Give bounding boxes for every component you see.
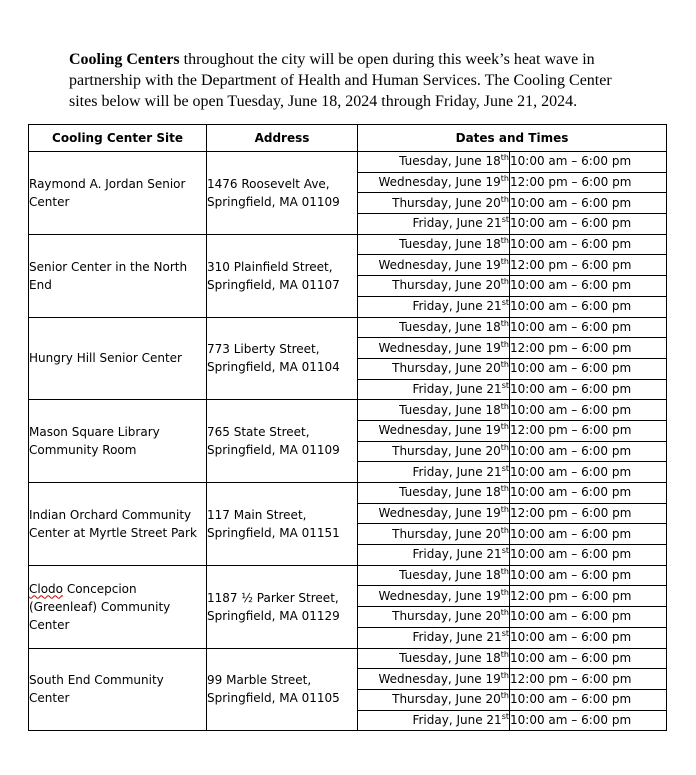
day-ordinal-suffix: st (501, 215, 509, 225)
day-label: Thursday, June 20 (392, 692, 501, 707)
schedule-time: 12:00 pm – 6:00 pm (510, 420, 667, 441)
site-name-text: Mason Square Library Community Room (29, 425, 160, 458)
schedule-time: 10:00 am – 6:00 pm (510, 276, 667, 297)
schedule-day (358, 689, 510, 710)
schedule-time: 10:00 am – 6:00 pm (510, 317, 667, 338)
schedule-time: 12:00 pm – 6:00 pm (510, 338, 667, 359)
schedule-day (358, 710, 510, 731)
site-address (207, 152, 358, 235)
schedule-time: 10:00 am – 6:00 pm (510, 234, 667, 255)
day-label: Thursday, June 20 (392, 195, 501, 210)
table-body (29, 152, 667, 731)
schedule-time: 12:00 pm – 6:00 pm (510, 255, 667, 276)
schedule-time: 10:00 am – 6:00 pm (510, 565, 667, 586)
day-label: Friday, June 21 (412, 299, 502, 314)
address-line2: Springfield, MA 01105 (207, 691, 340, 706)
schedule-day (358, 172, 510, 193)
schedule-day (358, 358, 510, 379)
schedule-time: 10:00 am – 6:00 pm (510, 689, 667, 710)
address-line2: Springfield, MA 01109 (207, 194, 340, 209)
cooling-centers-table (28, 124, 667, 731)
day-ordinal-suffix: st (501, 463, 509, 473)
day-ordinal-suffix: th (500, 236, 509, 246)
schedule-time: 10:00 am – 6:00 pm (510, 462, 667, 483)
day-label: Friday, June 21 (412, 547, 502, 562)
address-line2: Springfield, MA 01151 (207, 525, 340, 540)
day-label: Thursday, June 20 (392, 443, 501, 458)
schedule-day (358, 379, 510, 400)
day-label: Friday, June 21 (412, 216, 502, 231)
schedule-time: 10:00 am – 6:00 pm (510, 193, 667, 214)
schedule-time: 12:00 pm – 6:00 pm (510, 503, 667, 524)
schedule-time: 10:00 am – 6:00 pm (510, 627, 667, 648)
address-line1: 117 Main Street, (207, 507, 307, 522)
site-name-text: South End Community Center (29, 673, 164, 706)
schedule-row (29, 317, 667, 338)
spellcheck-word: Clodo (29, 581, 64, 596)
schedule-day (358, 255, 510, 276)
address-line2: Springfield, MA 01104 (207, 360, 340, 375)
site-address (207, 483, 358, 566)
intro-bold-lead: Cooling Centers (69, 51, 180, 68)
day-ordinal-suffix: th (500, 691, 509, 701)
site-name (29, 565, 207, 648)
day-ordinal-suffix: th (500, 174, 509, 184)
schedule-time: 10:00 am – 6:00 pm (510, 607, 667, 628)
header-address: Address (207, 125, 358, 152)
day-label: Wednesday, June 19 (378, 671, 501, 686)
schedule-day (358, 338, 510, 359)
site-name (29, 317, 207, 400)
schedule-day (358, 503, 510, 524)
schedule-day (358, 524, 510, 545)
schedule-day (358, 648, 510, 669)
day-label: Tuesday, June 18 (399, 154, 501, 169)
address-line1: 1187 ½ Parker Street, (207, 590, 339, 605)
day-label: Wednesday, June 19 (378, 423, 501, 438)
day-label: Friday, June 21 (412, 712, 502, 727)
day-ordinal-suffix: th (500, 525, 509, 535)
day-ordinal-suffix: th (500, 194, 509, 204)
schedule-day (358, 545, 510, 566)
day-label: Thursday, June 20 (392, 526, 501, 541)
schedule-time: 12:00 pm – 6:00 pm (510, 586, 667, 607)
schedule-row (29, 565, 667, 586)
intro-paragraph (69, 49, 639, 112)
day-ordinal-suffix: th (500, 401, 509, 411)
address-line2: Springfield, MA 01129 (207, 608, 340, 623)
site-name (29, 483, 207, 566)
header-site: Cooling Center Site (29, 125, 207, 152)
day-ordinal-suffix: th (500, 153, 509, 163)
site-address (207, 400, 358, 483)
schedule-day (358, 420, 510, 441)
day-label: Tuesday, June 18 (399, 402, 501, 417)
day-ordinal-suffix: th (500, 277, 509, 287)
schedule-row (29, 400, 667, 421)
site-name-text: Raymond A. Jordan Senior Center (29, 176, 186, 209)
day-label: Friday, June 21 (412, 381, 502, 396)
day-label: Thursday, June 20 (392, 609, 501, 624)
schedule-time: 10:00 am – 6:00 pm (510, 648, 667, 669)
day-ordinal-suffix: th (500, 360, 509, 370)
schedule-day (358, 276, 510, 297)
day-label: Tuesday, June 18 (399, 650, 501, 665)
site-name-text: Concepcion (Greenleaf) Community Center (29, 581, 171, 632)
schedule-day (358, 607, 510, 628)
day-ordinal-suffix: st (501, 711, 509, 721)
day-ordinal-suffix: th (500, 256, 509, 266)
schedule-time: 10:00 am – 6:00 pm (510, 710, 667, 731)
site-name (29, 152, 207, 235)
schedule-day (358, 214, 510, 235)
day-label: Wednesday, June 19 (378, 506, 501, 521)
site-name-text: Indian Orchard Community Center at Myrtle Street Park (29, 507, 197, 540)
site-name (29, 400, 207, 483)
schedule-time: 10:00 am – 6:00 pm (510, 483, 667, 504)
address-line2: Springfield, MA 01109 (207, 443, 340, 458)
schedule-time: 10:00 am – 6:00 pm (510, 296, 667, 317)
day-ordinal-suffix: th (500, 649, 509, 659)
day-ordinal-suffix: th (500, 587, 509, 597)
schedule-row (29, 234, 667, 255)
site-address (207, 648, 358, 731)
schedule-time: 10:00 am – 6:00 pm (510, 358, 667, 379)
site-name (29, 234, 207, 317)
schedule-time: 10:00 am – 6:00 pm (510, 152, 667, 173)
address-line1: 773 Liberty Street, (207, 342, 320, 357)
schedule-time: 10:00 am – 6:00 pm (510, 214, 667, 235)
day-label: Tuesday, June 18 (399, 237, 501, 252)
schedule-day (358, 586, 510, 607)
day-ordinal-suffix: th (500, 339, 509, 349)
day-label: Wednesday, June 19 (378, 588, 501, 603)
schedule-day (358, 627, 510, 648)
header-dates-times: Dates and Times (358, 125, 667, 152)
site-address (207, 317, 358, 400)
site-address (207, 234, 358, 317)
address-line1: 99 Marble Street, (207, 673, 312, 688)
schedule-row (29, 648, 667, 669)
day-ordinal-suffix: th (500, 567, 509, 577)
day-label: Thursday, June 20 (392, 278, 501, 293)
day-ordinal-suffix: th (500, 442, 509, 452)
address-line2: Springfield, MA 01107 (207, 277, 340, 292)
schedule-time: 12:00 pm – 6:00 pm (510, 669, 667, 690)
day-ordinal-suffix: st (501, 298, 509, 308)
day-ordinal-suffix: th (500, 505, 509, 515)
schedule-day (358, 152, 510, 173)
site-name (29, 648, 207, 731)
schedule-day (358, 193, 510, 214)
schedule-day (358, 234, 510, 255)
day-label: Wednesday, June 19 (378, 175, 501, 190)
day-label: Tuesday, June 18 (399, 485, 501, 500)
intro-text: throughout the city will be open during this week’s heat wave in partnership with the Department of Health and Human Services. The Cooling Center sites below will be open Tuesday, June 18, 2024 through Friday, June 21, 2024. (69, 51, 612, 110)
schedule-day (358, 317, 510, 338)
day-ordinal-suffix: th (500, 670, 509, 680)
day-label: Wednesday, June 19 (378, 257, 501, 272)
day-label: Friday, June 21 (412, 464, 502, 479)
schedule-row (29, 152, 667, 173)
day-ordinal-suffix: th (500, 608, 509, 618)
table-header-row (29, 125, 667, 152)
schedule-day (358, 400, 510, 421)
day-ordinal-suffix: th (500, 318, 509, 328)
day-label: Friday, June 21 (412, 630, 502, 645)
day-label: Tuesday, June 18 (399, 319, 501, 334)
schedule-time: 10:00 am – 6:00 pm (510, 545, 667, 566)
day-label: Tuesday, June 18 (399, 568, 501, 583)
day-label: Thursday, June 20 (392, 361, 501, 376)
schedule-time: 12:00 pm – 6:00 pm (510, 172, 667, 193)
address-line1: 1476 Roosevelt Ave, (207, 176, 330, 191)
schedule-time: 10:00 am – 6:00 pm (510, 400, 667, 421)
schedule-day (358, 669, 510, 690)
day-ordinal-suffix: st (501, 380, 509, 390)
day-ordinal-suffix: th (500, 484, 509, 494)
schedule-row (29, 483, 667, 504)
day-ordinal-suffix: st (501, 629, 509, 639)
schedule-time: 10:00 am – 6:00 pm (510, 379, 667, 400)
site-name-text: Senior Center in the North End (29, 259, 188, 292)
schedule-day (358, 565, 510, 586)
address-line1: 765 State Street, (207, 425, 310, 440)
site-name-text: Hungry Hill Senior Center (29, 351, 182, 366)
schedule-day (358, 483, 510, 504)
day-ordinal-suffix: th (500, 422, 509, 432)
day-label: Wednesday, June 19 (378, 340, 501, 355)
address-line1: 310 Plainfield Street, (207, 259, 333, 274)
schedule-day (358, 296, 510, 317)
schedule-time: 10:00 am – 6:00 pm (510, 524, 667, 545)
schedule-day (358, 462, 510, 483)
schedule-time: 10:00 am – 6:00 pm (510, 441, 667, 462)
day-ordinal-suffix: st (501, 546, 509, 556)
site-address (207, 565, 358, 648)
schedule-day (358, 441, 510, 462)
